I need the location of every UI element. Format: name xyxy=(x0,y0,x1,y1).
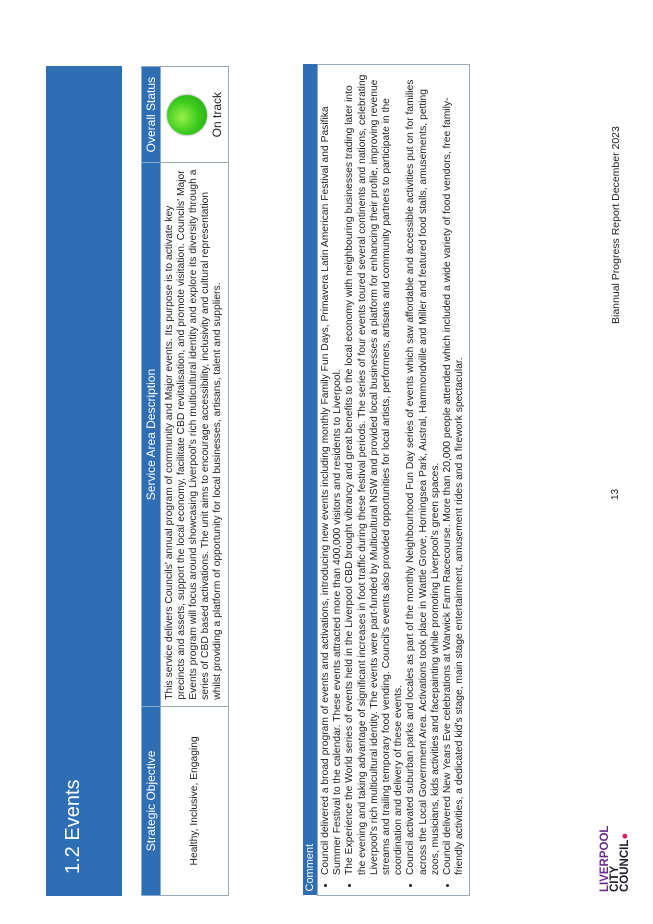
comment-list xyxy=(320,71,466,889)
green-status-dot-icon xyxy=(167,95,207,135)
comment-table xyxy=(303,64,470,896)
comment-body xyxy=(318,65,470,896)
page-title: 1.2 Events xyxy=(62,779,84,874)
service-table xyxy=(141,66,229,896)
report-title: Biannual Progress Report December 2023 xyxy=(610,126,622,324)
strategic-objective-cell xyxy=(161,706,229,895)
service-table-header-row xyxy=(142,67,161,896)
page-number: 13 xyxy=(610,488,621,500)
comment-bullet-4: • Council delivered New Years Eve celebrations at Warwick Farm Racecourse. More than 20,000 people attended which included a wide variety of food vendors, free family-friendly activities, a dedicated kid's stage, main stage entertainment, amusement rides and a firework spectacular. xyxy=(442,71,466,875)
liverpool-city-council-logo xyxy=(600,826,630,892)
header-service-area-description: Service Area Description xyxy=(142,163,161,706)
logo-line-council: COUNCIL xyxy=(619,839,631,892)
comment-bullet-1: • Council delivered a broad program of events and activations, introducing new events including monthly Family Fun Days, Primavera Latin American Festival and Pasifika Summer Festival to the calendar. These events attracted more than 400,000 visitors and residents to Liverpool. xyxy=(320,71,344,875)
service-table-row xyxy=(161,67,229,896)
header-overall-status: Overall Status xyxy=(142,67,161,163)
title-banner xyxy=(46,66,122,896)
logo-dot-icon: ● xyxy=(619,832,631,840)
service-description-cell xyxy=(161,163,229,706)
strategic-objective-text: Healthy, Inclusive, Engaging xyxy=(188,736,200,866)
comment-header: Comment xyxy=(303,65,318,896)
comment-bullet-2: • The Experience the World series of events held in the Liverpool CBD brought vibrancy and great benefits to the local economy with neighbouring businesses trading later into the evening and taking advantage of significant increases in foot traffic during these festival periods. The series of four events toured several continents and nations, celebrating Liverpool's rich multicultural identity. The events were part-funded by Multicultural NSW and provided local businesses a platform for enhancing their profile, improving revenue streams and trailing temporary food vending. Council's events also provided opportunities for local artists, performers, artisans and community partners to participate in the coordination and delivery of these events. xyxy=(344,71,405,875)
logo-line-city: CITY xyxy=(609,865,621,892)
service-description-text: This service delivers Councils' annual program of community and Major events. Its purpose is to activate key precincts and assets, support the local economy, facilitate CBD revitalisation, and promote visitation. Councils' Major Events program will focus around showcasing Liverpool's rich multicultural identity and explore its diversity through a series of CBD based activations. The unit aims to encourage accessibility, inclusivity and cultural representation whilst providing a platform of opportunity for local businesses, artisans, talent and suppliers. xyxy=(164,169,224,700)
comment-bullet-3: • Council activated suburban parks and locales as part of the monthly Neighbourhood Fun Day series of events which saw affordable and accessible activities put on for families across the Local Government Area. Activations took place in Wattle Grove, Horningsea Park, Austral, Hammondville and Miller and featured food stalls, amusements, petting zoos, musicians, kids activities and facepainting while promoting Liverpool's green spaces. xyxy=(405,71,442,875)
status-label: On track xyxy=(209,91,224,138)
overall-status-cell xyxy=(161,67,229,163)
logo-line-liverpool: LIVERPOOL xyxy=(599,825,611,892)
header-strategic-objective: Strategic Objective xyxy=(142,706,161,895)
